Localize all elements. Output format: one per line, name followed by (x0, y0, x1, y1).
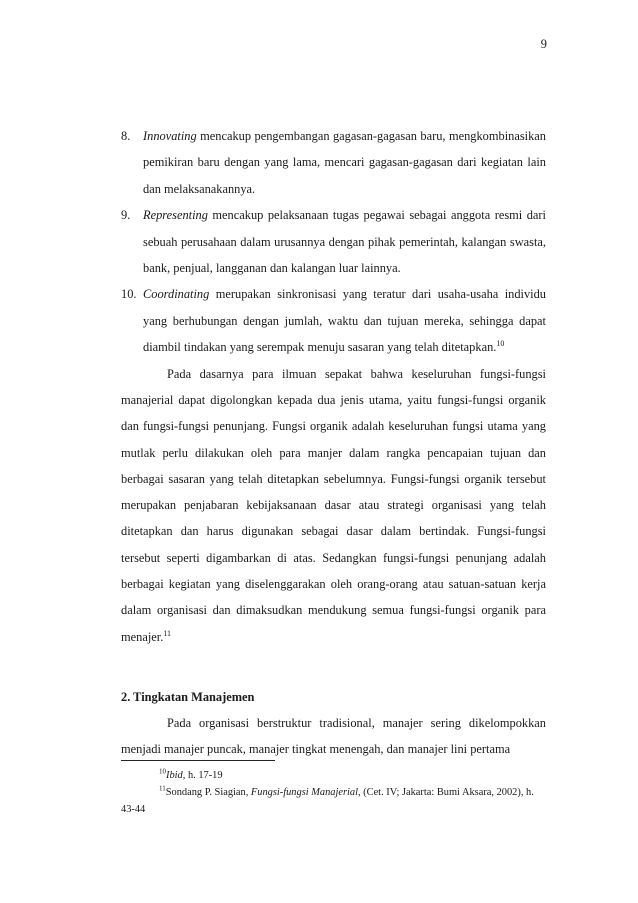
paragraph-text: Pada dasarnya para ilmuan sepakat bahwa keseluruhan fungsi-fungsi manajerial dapat digolongkan kepada dua jenis utama, yaitu fungsi-fungsi organik dan fungsi-fungsi penunjang. Fungsi organik adalah keseluruhan fungsi utama yang mutlak perlu dilakukan oleh para manjer dalam rangka pencapaian tujuan dan berbagai sasaran yang telah ditetapkan sebelumnya. Fungsi-fungsi organik tersebut merupakan penjabaran kebijaksanaan dasar atau strategi organisasi yang telah ditetapkan dan harus digunakan sebagai dasar dalam bertindak. Fungsi-fungsi tersebut seperti digambarkan di atas. Sedangkan fungsi-fungsi penunjang adalah berbagai kegiatan yang diselenggarakan oleh orang-orang atau satuan-satuan kerja dalam organisasi dan dimaksudkan mendukung semua fungsi-fungsi organik para menajer. (121, 366, 546, 644)
list-item-term: Representing (143, 208, 208, 223)
list-item-term: Innovating (143, 129, 197, 143)
list-item-number: 9. (121, 208, 131, 223)
footnote-text: , h. 17-19 (182, 770, 223, 781)
list-item (121, 202, 546, 281)
list-item-text: mencakup pelaksanaan tugas pegawai sebagai anggota resmi dari sebuah perusahaan dalam urusannya dengan pihak pemerintah, kalangan swasta, bank, penjual, langganan dan kalangan luar lainnya. (143, 208, 546, 276)
footnote-mark: 11 (159, 784, 166, 793)
list-item-term: Coordinating (143, 287, 210, 302)
list-item-number: 10. (121, 287, 137, 302)
list-item-text: mencakup pengembangan gagasan-gagasan baru, mengkombinasikan pemikiran baru dengan yang lama, mencari gagasan-gagasan dari kegiatan lain dan melaksanakannya. (143, 129, 546, 196)
section-heading: 2. Tingkatan Manajemen (121, 689, 255, 704)
body-paragraph (121, 361, 546, 650)
list-item (121, 281, 546, 360)
footnote-author: Sondang P. Siagian, (165, 787, 251, 798)
footnote-text: , (Cet. IV; Jakarta: Bumi Aksara, 2002), h. 43-44 (121, 787, 534, 815)
footnote-italic: Ibid (166, 770, 183, 781)
list-item-text: merupakan sinkronisasi yang teratur dari usaha-usaha individu yang berhubungan dengan jumlah, waktu dan tujuan mereka, sehingga dapat diambil tindakan yang serempak menuju sasaran yang telah ditetapkan. (143, 287, 546, 355)
page-number: 9 (540, 37, 547, 51)
paragraph-text: Pada organisasi berstruktur tradisional, manajer sering dikelompokkan menjadi manajer puncak, manajer tingkat menengah, dan manajer lini pertama (121, 715, 546, 757)
footnote-mark: 10 (159, 767, 166, 776)
footnote (121, 784, 546, 818)
footnote-divider (121, 760, 275, 761)
footnote-ref: 11 (163, 628, 172, 638)
list-item (121, 123, 546, 202)
list-item-number: 8. (121, 129, 131, 143)
footnote-ref: 10 (496, 339, 505, 349)
footnote-italic: Fungsi-fungsi Manajerial (250, 787, 358, 798)
body-paragraph (121, 710, 546, 763)
main-content (121, 123, 546, 763)
footnote (121, 767, 546, 784)
footnotes (121, 767, 546, 818)
